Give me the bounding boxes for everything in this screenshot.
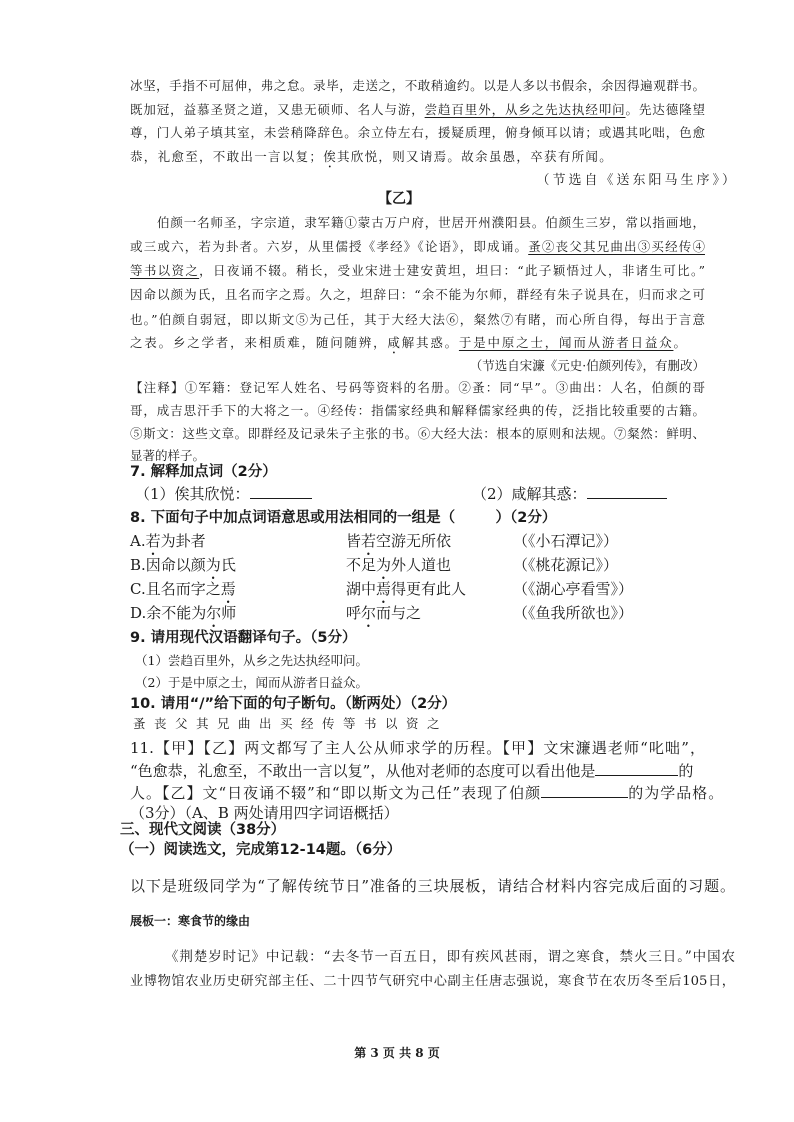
comparison-sentence (346, 532, 451, 559)
option-text: 得更有此人 (391, 580, 467, 598)
question-text: “色愈恭，礼愈至，不敢出一言以复”，从他对老师的态度可以看出他是 (130, 762, 596, 780)
option-source: （《鱼我所欲也》） (513, 604, 634, 622)
option-source: （《桃花源记》） (513, 556, 619, 574)
passage-text: 其欣悦，则又请焉。故余虽愚，卒获有所闻。 (337, 149, 614, 164)
passage-text: 之表。乡之学者，来相质难，随问随辨， (130, 335, 388, 350)
option-row-a (130, 532, 750, 550)
question-7-item-2 (472, 485, 667, 503)
comparison-sentence (346, 556, 451, 583)
passage-yi-source: （节选自宋濂《元史·伯颜列传》，有删改） (469, 358, 705, 373)
passage-text: 既加冠，益慕圣贤之道，又患无硕师、名人与游， (130, 102, 425, 117)
option-sentence (130, 532, 206, 559)
dotted-word: 为 (376, 556, 392, 574)
answer-blank[interactable] (587, 485, 667, 499)
question-8-stem: 8. 下面句子中加点词语意思或用法相同的一组是（ ）（2分） (130, 510, 557, 526)
passage-text: ，日夜诵不辍。稍长，受业宋进士建安黄坦，坦曰：“此子颖悟过人，非诸生可比。” (199, 263, 705, 278)
passage-text: 解其惑。 (401, 335, 459, 350)
option-source: （《湖心亭看雪》） (513, 580, 634, 598)
question-11-line (130, 784, 724, 802)
annotation-line: 【注释】①军籍：登记军人姓名、号码等资料的名册。②蚤：同“早”。③曲出：人名，伯颜的哥 (130, 380, 705, 395)
passage-yi-heading: 【乙】 (378, 191, 420, 207)
answer-blank-a[interactable] (595, 762, 678, 776)
board-1-title: 展板一：寒食节的缘由 (130, 914, 251, 928)
passage-jia-line (130, 149, 613, 171)
option-text: C.且名而字之 (130, 580, 221, 598)
passage-text: 。 (673, 335, 688, 350)
question-7-item-1 (135, 485, 312, 503)
annotation-line: 显著的样子。 (130, 448, 206, 463)
question-11-line: 11.【甲】【乙】两文都写了主人公从师求学的历程。【甲】文宋濂遇老师“叱咄”， (130, 739, 705, 757)
comparison-sentence (346, 580, 466, 607)
question-9-item-2: （2）于是中原之士，闻而从游者日益众。 (135, 675, 368, 690)
option-text: B.因命以颜 (130, 556, 206, 574)
passage-text: 或三或六，若为卦者。六岁，从里儒授《孝经》《论语》，即成诵。 (130, 239, 529, 254)
question-text: 的 (678, 762, 694, 780)
question-text: 人。【乙】文“日夜诵不辍”和“即以斯文为己任”表现了伯颜 (130, 784, 542, 802)
passage-text: 恭，礼愈至，不敢出一言以复； (130, 149, 324, 164)
underlined-sentence: 于是中原之士，闻而从游者日益众 (458, 335, 674, 350)
dotted-word: 尔 (206, 604, 222, 622)
board-1-line: 《荆楚岁时记》中记载：“去冬节一百五日，即有疾风甚雨，谓之寒食，禁火三日。”中国农 (165, 949, 735, 965)
section-intro: 以下是班级同学为“了解传统节日”准备的三块展板，请结合材料内容完成后面的习题。 (130, 877, 735, 895)
question-11-line (130, 762, 693, 780)
annotation-line: 哥，成吉思汗手下的大将之一。④经传：指儒家经典和解释儒家经典的传，泛指比较重要的古籍。 (130, 403, 705, 418)
option-row-b (130, 556, 750, 574)
passage-yi-line: 因命以颜为氏，且名而字之焉。久之，坦辞曰：“余不能为尔师，群经有朱子说具在，归而求之可 (130, 287, 705, 302)
option-source: （《小石潭记》） (513, 532, 619, 550)
answer-blank[interactable] (250, 485, 312, 499)
annotation-line: ⑤斯文：这些文章。即群经及记录朱子主张的书。⑥大经大法：根本的原则和法规。⑦粲然：鲜明、 (130, 426, 705, 441)
passage-jia-line (130, 102, 705, 118)
passage-yi-line (130, 335, 688, 357)
underlined-sentence: 等书以资之 (130, 263, 200, 278)
answer-blank-b[interactable] (541, 784, 628, 798)
section-title: 三、现代文阅读（38分） (120, 822, 286, 838)
underlined-sentence: 尝趋百里外，从乡之先达执经叩问 (424, 102, 626, 117)
option-sentence (130, 556, 236, 583)
passage-jia-source: （节选自《送东阳马生序》） (536, 173, 738, 188)
option-sentence (130, 604, 236, 631)
option-text: 为卦者 (160, 532, 206, 550)
question-9-item-1: （1）尝趋百里外，从乡之先达执经叩问。 (135, 653, 368, 668)
dotted-word: 为 (205, 556, 221, 574)
option-text: 皆 (346, 532, 362, 550)
question-7-stem: 7. 解释加点词（2分） (130, 464, 277, 480)
dotted-word: 焉 (220, 580, 236, 598)
item-label: （2）咸解其惑： (472, 485, 587, 503)
option-text: 师 (221, 604, 237, 622)
option-row-d (130, 604, 750, 622)
passage-yi-line: 也。”伯颜自弱冠，即以斯文⑤为己任，其于大经大法⑥，粲然⑦有睹，而心所自得，每出于言意 (130, 312, 705, 327)
comparison-sentence (346, 604, 421, 631)
passage-yi-line (130, 239, 705, 255)
dotted-word: 俟 (323, 149, 338, 164)
option-text: D.余不能为 (130, 604, 207, 622)
dotted-word: 尔 (361, 604, 377, 622)
question-10-sentence: 蚤丧父其兄曲出买经传等书以资之 (133, 716, 449, 731)
item-label: （1）俟其欣悦： (135, 485, 250, 503)
page-number: 第 3 页 共 8 页 (354, 1046, 440, 1060)
dotted-word: 若 (145, 532, 161, 550)
question-9-stem: 9. 请用现代汉语翻译句子。（5分） (130, 630, 357, 646)
option-text: 呼 (346, 604, 362, 622)
question-11-line: （3分）（A、B 两处请用四字词语概括） (130, 804, 399, 822)
passage-jia-line: 冰坚，手指不可屈伸，弗之怠。录毕，走送之，不敢稍逾约。以是人多以书假余，余因得遍观群书。 (130, 78, 705, 93)
dotted-word: 若 (361, 532, 377, 550)
passage-yi-line: 伯颜一名师圣，字宗道，隶军籍①蒙古万户府，世居开州濮阳县。伯颜生三岁，常以指画地， (157, 215, 705, 230)
option-text: 氏 (220, 556, 236, 574)
question-text: 的为学品格。 (628, 784, 725, 802)
option-text: 不足 (346, 556, 377, 574)
section-subtitle: （一）阅读选文，完成第12-14题。（6分） (120, 842, 402, 858)
option-text: 湖中 (346, 580, 377, 598)
option-text: 空游无所依 (376, 532, 452, 550)
passage-text: 。先达德隆望 (625, 102, 705, 117)
question-10-stem: 10. 请用“/”给下面的句子断句。（断两处）（2分） (130, 696, 457, 712)
option-text: 外人道也 (391, 556, 452, 574)
option-text: 而与之 (376, 604, 422, 622)
board-1-line: 业博物馆农业历史研究部主任、二十四节气研究中心副主任唐志强说，寒食节在农历冬至后105日， (130, 974, 735, 989)
underlined-sentence: 蚤②丧父其兄曲出③买经传④ (528, 239, 705, 254)
option-row-c (130, 580, 750, 598)
option-text: A. (130, 532, 146, 550)
passage-yi-line (130, 263, 705, 279)
passage-jia-line: 尊，门人弟子填其室，未尝稍降辞色。余立侍左右，援疑质理，俯身倾耳以请；或遇其叱咄，色愈 (130, 125, 705, 140)
option-sentence (130, 580, 236, 607)
dotted-word: 焉 (376, 580, 392, 598)
dotted-word: 咸 (387, 335, 402, 350)
